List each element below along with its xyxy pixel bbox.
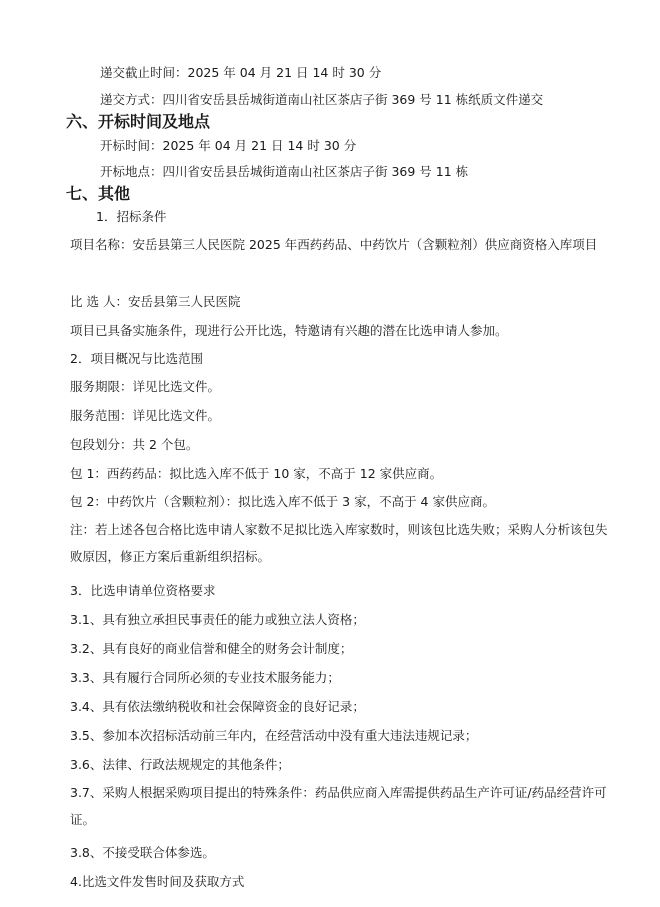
service-period: 服务期限：详见比选文件。 xyxy=(70,379,221,394)
requirement-3-8: 3.8、不接受联合体参选。 xyxy=(70,845,215,860)
sub2-title: 2．项目概况与比选范围 xyxy=(70,351,203,366)
submission-deadline: 递交截止时间：2025 年 04 月 21 日 14 时 30 分 xyxy=(100,65,382,80)
packages: 包段划分：共 2 个包。 xyxy=(70,437,199,452)
section6-heading: 六、开标时间及地点 xyxy=(66,112,211,131)
condition: 项目已具备实施条件，现进行公开比选，特邀请有兴趣的潜在比选申请人参加。 xyxy=(70,323,508,338)
section7-heading: 七、其他 xyxy=(66,184,131,203)
sub4-title: 4.比选文件发售时间及获取方式 xyxy=(70,874,245,889)
project-name: 项目名称：安岳县第三人民医院 2025 年西药药品、中药饮片（含颗粒剂）供应商资格入库项目 xyxy=(70,237,598,252)
requirement-3-1: 3.1、具有独立承担民事责任的能力或独立法人资格； xyxy=(70,612,365,627)
submission-method: 递交方式：四川省安岳县岳城街道南山社区茶店子街 369 号 11 栋纸质文件递交 xyxy=(100,92,544,107)
sub1-title: 1．招标条件 xyxy=(96,209,167,224)
package-2: 包 2：中药饮片（含颗粒剂）：拟比选入库不低于 3 家，不高于 4 家供应商。 xyxy=(70,494,495,509)
note: 注：若上述各包合格比选申请人家数不足拟比选入库家数时，则该包比选失败；采购人分析该包失败原因，修正方案后重新组织招标。 xyxy=(70,522,608,564)
requirement-3-3: 3.3、具有履行合同所必须的专业技术服务能力； xyxy=(70,670,340,685)
requirement-3-6: 3.6、法律、行政法规规定的其他条件； xyxy=(70,757,290,772)
opening-time: 开标时间：2025 年 04 月 21 日 14 时 30 分 xyxy=(100,138,357,153)
requirement-3-2: 3.2、具有良好的商业信誉和健全的财务会计制度； xyxy=(70,641,353,656)
requirement-3-4: 3.4、具有依法缴纳税收和社会保障资金的良好记录； xyxy=(70,699,365,714)
selector: 比 选 人：安岳县第三人民医院 xyxy=(70,294,241,309)
requirement-3-5: 3.5、参加本次招标活动前三年内，在经营活动中没有重大违法违规记录； xyxy=(70,728,478,743)
package-1: 包 1：西药药品：拟比选入库不低于 10 家，不高于 12 家供应商。 xyxy=(70,466,443,481)
service-scope: 服务范围：详见比选文件。 xyxy=(70,408,221,423)
sub3-title: 3．比选申请单位资格要求 xyxy=(70,583,216,598)
opening-place: 开标地点：四川省安岳县岳城街道南山社区茶店子街 369 号 11 栋 xyxy=(100,164,469,179)
requirement-3-7: 3.7、采购人根据采购项目提出的特殊条件：药品供应商入库需提供药品生产许可证/药品经营许可证。 xyxy=(70,785,607,827)
